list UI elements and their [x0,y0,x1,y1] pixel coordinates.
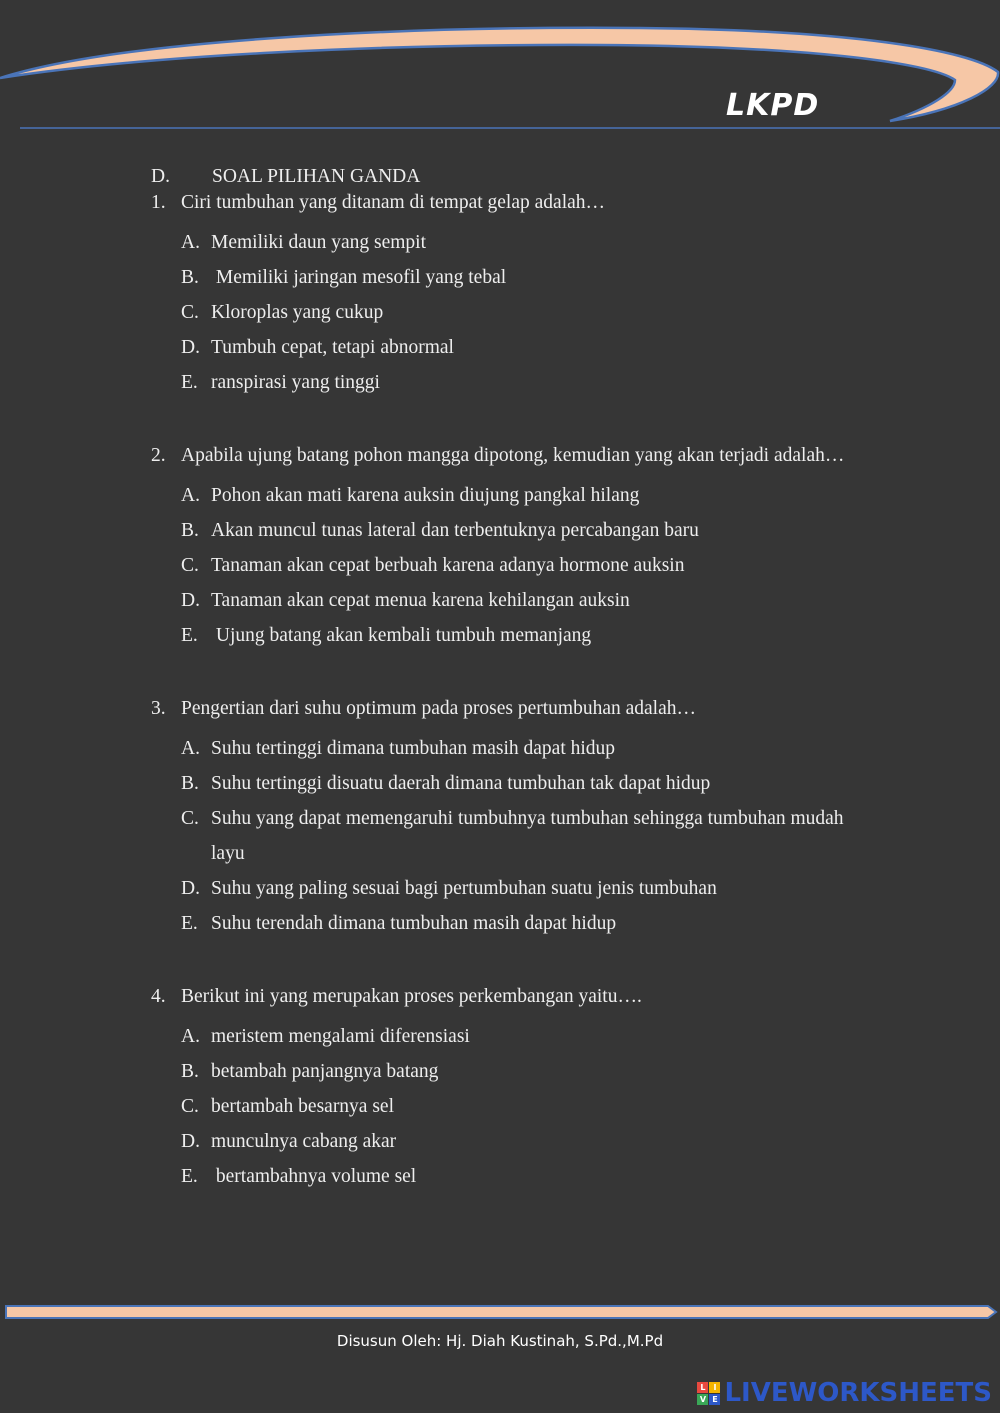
liveworksheets-watermark[interactable] [697,1378,992,1408]
option-letter: A. [181,232,200,253]
option-b[interactable] [181,513,891,548]
question-text: Apabila ujung batang pohon mangga dipotong, kemudian yang akan terjadi adalah… [181,445,845,466]
question-text: Ciri tumbuhan yang ditanam di tempat gelap adalah… [181,192,606,213]
footer-bar [0,1300,1000,1324]
option-text: Akan muncul tunas lateral dan terbentuknya percabangan baru [211,520,699,541]
question-number: 2. [151,445,166,466]
option-letter: E. [181,372,198,393]
question-stem [151,190,891,216]
option-letter: B. [181,267,199,288]
option-text: Suhu tertinggi dimana tumbuhan masih dapat hidup [211,738,616,759]
option-letter: E. [181,1166,198,1187]
worksheet-content [151,164,891,1194]
question-3 [151,696,891,941]
header-swoosh [0,0,1000,140]
option-text: Tanaman akan cepat menua karena kehilangan auksin [211,590,630,611]
option-letter: D. [181,337,200,358]
option-b[interactable] [181,260,891,295]
option-e[interactable] [181,1159,891,1194]
option-text: Kloroplas yang cukup [211,302,384,323]
option-text: Pohon akan mati karena auksin diujung pangkal hilang [211,485,640,506]
option-list [151,478,891,653]
option-text: Suhu tertinggi disuatu daerah dimana tumbuhan tak dapat hidup [211,773,711,794]
question-2 [151,443,891,653]
question-number: 4. [151,986,166,1007]
option-list [151,1019,891,1194]
option-letter: A. [181,485,200,506]
option-d[interactable] [181,330,891,365]
liveworksheets-badge-icon [697,1382,720,1405]
option-text: Ujung batang akan kembali tumbuh memanjang [211,625,592,646]
option-text: betambah panjangnya batang [211,1061,439,1082]
option-letter: C. [181,1096,199,1117]
option-text: bertambahnya volume sel [211,1166,417,1187]
liveworksheets-text: LIVEWORKSHEETS [724,1378,992,1408]
option-c[interactable] [181,801,891,871]
option-letter: B. [181,1061,199,1082]
question-text: Pengertian dari suhu optimum pada proses pertumbuhan adalah… [181,698,696,719]
option-text: Suhu terendah dimana tumbuhan masih dapat hidup [211,913,617,934]
option-a[interactable] [181,478,891,513]
question-4 [151,984,891,1194]
option-letter: B. [181,520,199,541]
option-letter: D. [181,878,200,899]
option-text: Suhu yang dapat memengaruhi tumbuhnya tumbuhan sehingga tumbuhan mudah layu [211,808,844,864]
option-d[interactable] [181,871,891,906]
option-a[interactable] [181,225,891,260]
option-text: munculnya cabang akar [211,1131,397,1152]
option-letter: D. [181,1131,200,1152]
option-text: Memiliki jaringan mesofil yang tebal [211,267,507,288]
question-stem [151,443,891,469]
option-a[interactable] [181,1019,891,1054]
option-letter: E. [181,913,198,934]
option-letter: C. [181,555,199,576]
question-stem [151,696,891,722]
option-letter: B. [181,773,199,794]
option-c[interactable] [181,548,891,583]
author-credit: Disusun Oleh: Hj. Diah Kustinah, S.Pd.,M.Pd [336,1332,664,1350]
option-letter: E. [181,625,198,646]
option-letter: A. [181,1026,200,1047]
question-number: 1. [151,192,166,213]
option-letter: C. [181,808,199,829]
option-d[interactable] [181,583,891,618]
option-text: meristem mengalami diferensiasi [211,1026,470,1047]
badge-cell: L [697,1382,708,1393]
section-letter: D. [151,166,170,187]
option-text: Memiliki daun yang sempit [211,232,427,253]
option-text: Tumbuh cepat, tetapi abnormal [211,337,454,358]
option-letter: D. [181,590,200,611]
question-text: Berikut ini yang merupakan proses perkembangan yaitu…. [181,986,642,1007]
option-e[interactable] [181,618,891,653]
option-text: ranspirasi yang tinggi [211,372,380,393]
badge-cell: V [697,1394,708,1405]
question-stem [151,984,891,1010]
option-c[interactable] [181,1089,891,1124]
section-title: SOAL PILIHAN GANDA [212,166,421,187]
option-letter: C. [181,302,199,323]
question-1 [151,190,891,400]
option-a[interactable] [181,731,891,766]
section-heading [151,164,891,190]
option-list [151,225,891,400]
option-e[interactable] [181,365,891,400]
option-b[interactable] [181,1054,891,1089]
option-text: Suhu yang paling sesuai bagi pertumbuhan suatu jenis tumbuhan [211,878,717,899]
option-c[interactable] [181,295,891,330]
option-letter: A. [181,738,200,759]
badge-cell: E [709,1394,720,1405]
option-b[interactable] [181,766,891,801]
option-text: bertambah besarnya sel [211,1096,395,1117]
lkpd-logo: LKPD [726,88,820,123]
option-text: Tanaman akan cepat berbuah karena adanya hormone auksin [211,555,685,576]
option-list [151,731,891,941]
option-d[interactable] [181,1124,891,1159]
badge-cell: I [709,1382,720,1393]
option-e[interactable] [181,906,891,941]
question-number: 3. [151,698,166,719]
